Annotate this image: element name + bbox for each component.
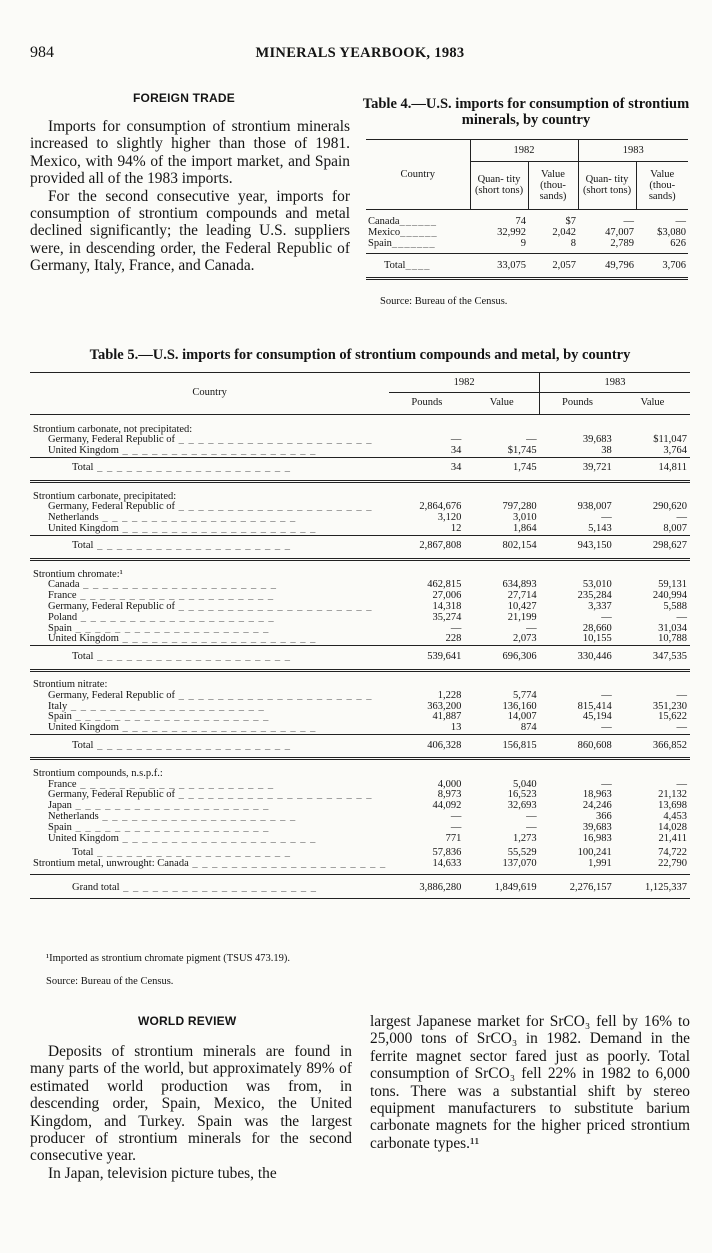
leader-dots: ____: [405, 259, 431, 271]
table5-group-heading: Strontium nitrate:: [33, 679, 108, 691]
leader-dots: _ _ _ _ _ _ _ _ _ _ _ _ _ _ _ _ _ _ _ _: [76, 778, 275, 790]
table5-value: 3,764: [663, 445, 687, 457]
table4-quantity: 74: [515, 215, 526, 227]
table5-value: 15,622: [658, 711, 687, 723]
leader-dots: _ _ _ _ _ _ _ _ _ _ _ _ _ _ _ _ _ _ _ _: [67, 700, 265, 712]
table5-value: 14,007: [507, 711, 537, 723]
table5-value: 21,411: [658, 832, 687, 844]
table5-total-value: 156,815: [502, 739, 537, 751]
table5-pounds: 1,991: [588, 858, 612, 870]
table5-country: France: [48, 590, 77, 602]
table5-country: United Kingdom: [48, 523, 119, 535]
leader-dots: _ _ _ _ _ _ _ _ _ _ _ _ _ _ _ _ _ _ _ _: [119, 881, 318, 893]
leader-dots: _ _ _ _ _ _ _ _ _ _ _ _ _ _ _ _ _ _ _ _: [77, 611, 275, 623]
table5-total-pounds: 100,241: [577, 847, 612, 859]
table5-country: Spain: [48, 622, 72, 634]
world-review-paragraph-3: largest Japanese market for SrCO₃ fell by 16% to 25,000 tons of SrCO₃ in 1982. Demand in the ferrite magnet sector fared just as poorly. Total consumption of SrCO₃ fell 22% in 1982 to 6,000 tons. There was a substantial shift by stereo equipment manufacturers to substitute barium carbonate magnets for the higher priced strontium carbonate types.¹¹: [370, 1013, 690, 1152]
table4-value: 8: [570, 237, 576, 249]
leader-dots: _ _ _ _ _ _ _ _ _ _ _ _ _ _ _ _ _ _ _ _: [98, 811, 297, 823]
table5-pounds: 4,000: [437, 778, 462, 790]
table5-pounds: 815,414: [577, 700, 612, 712]
leader-dots: _ _ _ _ _ _ _ _ _ _ _ _ _ _ _ _ _ _ _ _: [71, 821, 270, 833]
table5-pounds: 28,660: [582, 622, 612, 634]
table5-value: 797,280: [502, 501, 537, 513]
table5-pounds: —: [601, 778, 612, 790]
table5-total-pounds: 39,721: [582, 462, 612, 474]
world-review-paragraph-2: In Japan, television picture tubes, the: [48, 1164, 277, 1182]
table5-value: 874: [520, 722, 537, 734]
table-row: [366, 227, 688, 238]
table5-pounds: 10,155: [582, 633, 612, 645]
table-row: [366, 238, 688, 254]
table5-pounds: 16,983: [582, 832, 612, 844]
table5-pounds: 3,120: [437, 512, 462, 524]
table5-total-pounds: 860,608: [577, 739, 612, 751]
table5-total-value: 802,154: [502, 540, 537, 552]
table5-value-header: Value: [640, 397, 665, 409]
leader-dots: _ _ _ _ _ _ _ _ _ _ _ _ _ _ _ _ _ _ _ _: [118, 722, 317, 734]
table5-country: United Kingdom: [48, 722, 119, 734]
table5-pounds: —: [601, 689, 612, 701]
table5-value: —: [526, 811, 537, 823]
table5-value: 137,070: [502, 858, 537, 870]
table5-pounds: 27,006: [432, 590, 462, 602]
table5-pounds: 235,284: [577, 590, 612, 602]
leader-dots: _ _ _ _ _ _ _ _ _ _ _ _ _ _ _ _ _ _ _ _: [93, 462, 291, 474]
world-review-heading: WORLD REVIEW: [138, 1014, 237, 1028]
table4-quantity-header: Quan- tity (short tons): [578, 161, 636, 209]
table5-pounds: 462,815: [427, 579, 462, 591]
table5-value: 3,010: [512, 512, 537, 524]
table5-group-heading: Strontium chromate:¹: [33, 568, 123, 580]
leader-dots: _ _ _ _ _ _ _ _ _ _ _ _ _ _ _ _ _ _ _ _: [93, 540, 291, 552]
table4-source: Source: Bureau of the Census.: [380, 296, 508, 307]
leader-dots: _ _ _ _ _ _ _ _ _ _ _ _ _ _ _ _ _ _ _ _: [175, 501, 373, 513]
leader-dots: _ _ _ _ _ _ _ _ _ _ _ _ _ _ _ _ _ _ _ _: [93, 650, 291, 662]
table5-total-label: Total: [72, 540, 94, 552]
table5-country: Japan: [48, 800, 72, 812]
table5-country: Netherlands: [48, 811, 99, 823]
table5-title: Table 5.—U.S. imports for consumption of strontium compounds and metal, by country: [89, 347, 631, 363]
table5-pounds: 1,228: [437, 689, 462, 701]
table5-value: 240,994: [652, 590, 687, 602]
table5-total-label: Total: [72, 847, 94, 859]
table4-total-value: 3,706: [662, 259, 686, 271]
table5-pounds: 35,274: [432, 611, 462, 623]
table5-value: 136,160: [502, 700, 537, 712]
table5-total-pounds: 330,446: [577, 650, 612, 662]
leader-dots: _ _ _ _ _ _ _ _ _ _ _ _ _ _ _ _ _ _ _ _: [188, 858, 387, 870]
table5-total-pounds: 34: [450, 462, 462, 474]
table4-value: $7: [565, 215, 576, 227]
table5-pounds: 14,633: [432, 858, 462, 870]
table4-value: —: [675, 215, 686, 227]
table5: [30, 372, 690, 899]
table5-country: Poland: [48, 611, 78, 623]
foreign-trade-text: [30, 118, 350, 275]
leader-dots: _ _ _ _ _ _ _ _ _ _ _ _ _ _ _ _ _ _ _ _: [93, 739, 291, 751]
leader-dots: _ _ _ _ _ _ _ _ _ _ _ _ _ _ _ _ _ _ _ _: [175, 689, 373, 701]
table5-country: Germany, Federal Republic of: [48, 601, 176, 613]
table5-pounds: —: [601, 611, 612, 623]
table5-total-pounds: 539,641: [427, 650, 462, 662]
table-row: [366, 216, 688, 227]
table5-footnote: ¹Imported as strontium chromate pigment (TSUS 473.19).: [46, 953, 291, 964]
table5-value: 10,427: [507, 601, 537, 613]
table5-pounds: 41,887: [432, 711, 462, 723]
table5-pounds: 34: [450, 445, 462, 457]
page-header: [30, 44, 690, 64]
table5-pounds: 771: [445, 832, 462, 844]
table5-value: 10,788: [658, 633, 687, 645]
table5-total-value: 1,745: [512, 462, 537, 474]
table5-value-header: Value: [489, 397, 514, 409]
table5-value: 31,034: [658, 622, 687, 634]
table5-country: Netherlands: [48, 512, 99, 524]
table5-source: Source: Bureau of the Census.: [46, 976, 174, 987]
table5-body: [30, 415, 690, 899]
leader-dots: _ _ _ _ _ _ _ _ _ _ _ _ _ _ _ _ _ _ _ _: [93, 847, 291, 859]
table4-value: $3,080: [657, 226, 686, 238]
table5-value: —: [526, 622, 537, 634]
table5-value: 1,864: [512, 523, 537, 535]
table5-value: 13,698: [658, 800, 687, 812]
table5-total-row: [30, 463, 690, 481]
leader-dots: _ _ _ _ _ _ _ _ _ _ _ _ _ _ _ _ _ _ _ _: [118, 633, 317, 645]
table4-country: Spain: [368, 237, 392, 249]
table5-value: 5,588: [663, 601, 687, 613]
table5-country: United Kingdom: [48, 445, 119, 457]
table5-pounds-header: Pounds: [540, 392, 615, 414]
table4-value-header: Value (thou- sands): [528, 161, 578, 209]
table4-title: Table 4.—U.S. imports for consumption of strontium minerals, by country: [362, 96, 690, 128]
table4-total-quantity: 49,796: [605, 259, 634, 271]
table5-value: —: [676, 722, 687, 734]
table5-pounds: —: [450, 811, 462, 823]
table5-value: 634,893: [502, 579, 537, 591]
leader-dots: _ _ _ _ _ _ _ _ _ _ _ _ _ _ _ _ _ _ _ _: [118, 832, 317, 844]
table5-country: Spain: [48, 711, 72, 723]
table5-pounds: 53,010: [582, 579, 612, 591]
table4-total-label: Total: [384, 259, 406, 271]
table5-pounds-header: Pounds: [411, 397, 443, 409]
table4-value: 626: [670, 237, 686, 249]
table5-value: 290,620: [652, 501, 687, 513]
table5-total-row: [30, 541, 690, 559]
table5-group-heading: Strontium compounds, n.s.p.f.:: [33, 767, 163, 779]
table4-country-header: Country: [400, 169, 435, 180]
table5-value: 5,774: [512, 689, 537, 701]
table4-year-1983: 1983: [578, 140, 688, 162]
table4-quantity-header: Quan- tity (short tons): [470, 161, 528, 209]
table5-total-value: 55,529: [507, 847, 537, 859]
leader-dots: _ _ _ _ _ _ _ _ _ _ _ _ _ _ _ _ _ _ _ _: [118, 523, 317, 535]
table5-pounds: 938,007: [577, 501, 612, 513]
table5-value: 59,131: [658, 579, 687, 591]
leader-dots: _ _ _ _ _ _ _ _ _ _ _ _ _ _ _ _ _ _ _ _: [175, 434, 373, 446]
foreign-trade-heading: FOREIGN TRADE: [133, 91, 235, 105]
table5-value: 1,273: [512, 832, 537, 844]
table4-total-row: [366, 253, 688, 278]
table5-total-label: Total: [72, 739, 94, 751]
table5-pounds: —: [450, 821, 462, 833]
table5-total-value: 366,852: [652, 739, 687, 751]
table5-country: United Kingdom: [48, 832, 119, 844]
table5-pounds: —: [450, 434, 462, 446]
table5-value: 351,230: [652, 700, 687, 712]
world-review-text-left: [30, 1043, 352, 1182]
table5-value: 32,693: [507, 800, 537, 812]
table5-total-value: 74,722: [658, 847, 687, 859]
table4-country: Mexico: [368, 226, 401, 238]
leader-dots: _ _ _ _ _ _ _ _ _ _ _ _ _ _ _ _ _ _ _ _: [98, 512, 297, 524]
table5-group-heading: Strontium carbonate, precipitated:: [33, 490, 177, 502]
table5-pounds: 13: [450, 722, 462, 734]
leader-dots: _ _ _ _ _ _ _ _ _ _ _ _ _ _ _ _ _ _ _ _: [71, 622, 270, 634]
table5-total-pounds: 406,328: [427, 739, 462, 751]
table4-quantity: 2,789: [610, 237, 634, 249]
table5-pounds: 38: [601, 445, 612, 457]
table5-pounds: 228: [445, 633, 462, 645]
table5-total-value: 298,627: [652, 540, 687, 552]
table5-pounds: 12: [450, 523, 462, 535]
table5-value: 21,199: [507, 611, 537, 623]
table4-quantity: —: [623, 215, 634, 227]
table5-grand-total-value: 1,125,337: [645, 881, 687, 893]
table5-total-pounds: 57,836: [432, 847, 462, 859]
leader-dots: _ _ _ _ _ _ _ _ _ _ _ _ _ _ _ _ _ _ _ _: [71, 800, 270, 812]
table5-value: —: [526, 821, 537, 833]
table5-pounds: 2,864,676: [419, 501, 462, 513]
table4-year-1982: 1982: [470, 140, 578, 162]
table5-pounds: 24,246: [582, 800, 612, 812]
table4-quantity: 47,007: [605, 226, 634, 238]
leader-dots: _______: [391, 237, 436, 249]
table5-pounds: 18,963: [582, 789, 612, 801]
table5-country: United Kingdom: [48, 633, 119, 645]
table5-grand-total-pounds: 3,886,280: [419, 881, 462, 893]
foreign-trade-paragraph-1: Imports for consumption of strontium minerals increased to slightly higher than those of 1981. Mexico, with 94% of the import market, and Spain provided all of the 1983 imports.: [30, 118, 350, 188]
table5-pounds: 14,318: [432, 601, 462, 613]
table5-total-row: [30, 652, 690, 670]
leader-dots: _ _ _ _ _ _ _ _ _ _ _ _ _ _ _ _ _ _ _ _: [118, 445, 317, 457]
table5-total-value: 696,306: [502, 650, 537, 662]
table5-grand-total-value: 1,849,619: [494, 881, 537, 893]
leader-dots: ______: [399, 215, 437, 227]
table-row: [30, 524, 690, 535]
table5-grand-total-row: [30, 883, 690, 899]
table4-quantity: 32,992: [497, 226, 526, 238]
table4-total-value: 2,057: [552, 259, 576, 271]
table5-value: 27,714: [507, 590, 537, 602]
table5-value: 2,073: [512, 633, 537, 645]
table5-country: Germany, Federal Republic of: [48, 434, 176, 446]
table5-grand-total-label: Grand total: [72, 881, 120, 893]
table5-value: 8,007: [663, 523, 687, 535]
table5-pounds: 3,337: [588, 601, 612, 613]
table5-country: Italy: [48, 700, 68, 712]
table4-total-quantity: 33,075: [497, 259, 526, 271]
leader-dots: _ _ _ _ _ _ _ _ _ _ _ _ _ _ _ _ _ _ _ _: [175, 601, 373, 613]
table5-country: Germany, Federal Republic of: [48, 689, 176, 701]
world-review-text-right: [370, 1013, 690, 1152]
foreign-trade-paragraph-2: For the second consecutive year, imports for consumption of strontium compounds and metal declined significantly; the leading U.S. suppliers were, in descending order, the Federal Republic of Germany, Italy, France, and Canada.: [30, 187, 350, 275]
table5-pounds: 39,683: [582, 434, 612, 446]
table5-value: —: [676, 512, 687, 524]
table5-pounds: —: [450, 622, 462, 634]
table5-country: Germany, Federal Republic of: [48, 501, 176, 513]
leader-dots: _ _ _ _ _ _ _ _ _ _ _ _ _ _ _ _ _ _ _ _: [71, 711, 270, 723]
table5-country: Germany, Federal Republic of: [48, 789, 176, 801]
table5-value: 22,790: [658, 858, 687, 870]
table5-metal-label: Strontium metal, unwrought: Canada: [33, 858, 189, 870]
table5-value: 16,523: [507, 789, 537, 801]
table4-country: Canada: [368, 215, 400, 227]
leader-dots: _ _ _ _ _ _ _ _ _ _ _ _ _ _ _ _ _ _ _ _: [79, 579, 277, 591]
table5-country: France: [48, 778, 77, 790]
table4-quantity: 9: [520, 237, 526, 249]
table5-grand-total-pounds: 2,276,157: [569, 881, 612, 893]
table5-value: 21,132: [658, 789, 687, 801]
table5-value: 14,028: [658, 821, 687, 833]
leader-dots: ______: [400, 226, 438, 238]
page-number: 984: [30, 44, 54, 61]
leader-dots: _ _ _ _ _ _ _ _ _ _ _ _ _ _ _ _ _ _ _ _: [175, 789, 373, 801]
table5-group-heading: Strontium carbonate, not precipitated:: [33, 423, 193, 435]
table5-metal-row: [30, 859, 690, 874]
table5-pounds: —: [601, 722, 612, 734]
table5-pounds: 5,143: [588, 523, 612, 535]
table-row: [30, 446, 690, 457]
table5-pounds: 39,683: [582, 821, 612, 833]
table5-year-1983: 1983: [540, 373, 690, 393]
table5-total-value: 347,535: [652, 650, 687, 662]
table4-value-header: Value (thou- sands): [636, 161, 688, 209]
running-title: MINERALS YEARBOOK, 1983: [255, 45, 465, 61]
table4: [366, 139, 688, 280]
table5-value: —: [676, 778, 687, 790]
table5-total-pounds: 943,150: [577, 540, 612, 552]
table5-value: $1,745: [507, 445, 537, 457]
table5-country-header: Country: [30, 373, 389, 415]
table5-value: —: [526, 434, 537, 446]
table5-pounds: 363,200: [427, 700, 462, 712]
table5-country: Canada: [48, 579, 80, 591]
table5-pounds: 45,194: [582, 711, 612, 723]
table5-value: 4,453: [663, 811, 687, 823]
table5-pounds: 44,092: [432, 800, 462, 812]
table5-value: —: [676, 611, 687, 623]
leader-dots: _ _ _ _ _ _ _ _ _ _ _ _ _ _ _ _ _ _ _ _: [76, 590, 275, 602]
table5-total-label: Total: [72, 462, 94, 474]
table5-total-value: 14,811: [658, 462, 687, 474]
table5-total-label: Total: [72, 650, 94, 662]
table-row: [30, 834, 690, 845]
table4-value: 2,042: [552, 226, 576, 238]
table5-value: $11,047: [653, 434, 687, 446]
table-row: [30, 723, 690, 734]
table5-total-pounds: 2,867,808: [419, 540, 462, 552]
table5-year-1982: 1982: [389, 373, 539, 393]
table-row: [30, 634, 690, 645]
table5-total-row: [30, 741, 690, 759]
table5-pounds: 366: [596, 811, 612, 823]
table5-pounds: 8,973: [437, 789, 462, 801]
table5-value: —: [676, 689, 687, 701]
table5-pounds: —: [601, 512, 612, 524]
world-review-paragraph-1: Deposits of strontium minerals are found in many parts of the world, but approximately 89% of estimated world production was from, in descending order, Spain, Mexico, the United Kingdom, and Turkey. Spain was the largest producer of strontium minerals for the second consecutive year.: [30, 1043, 352, 1165]
table5-value: 5,040: [512, 778, 537, 790]
table5-country: Spain: [48, 821, 72, 833]
